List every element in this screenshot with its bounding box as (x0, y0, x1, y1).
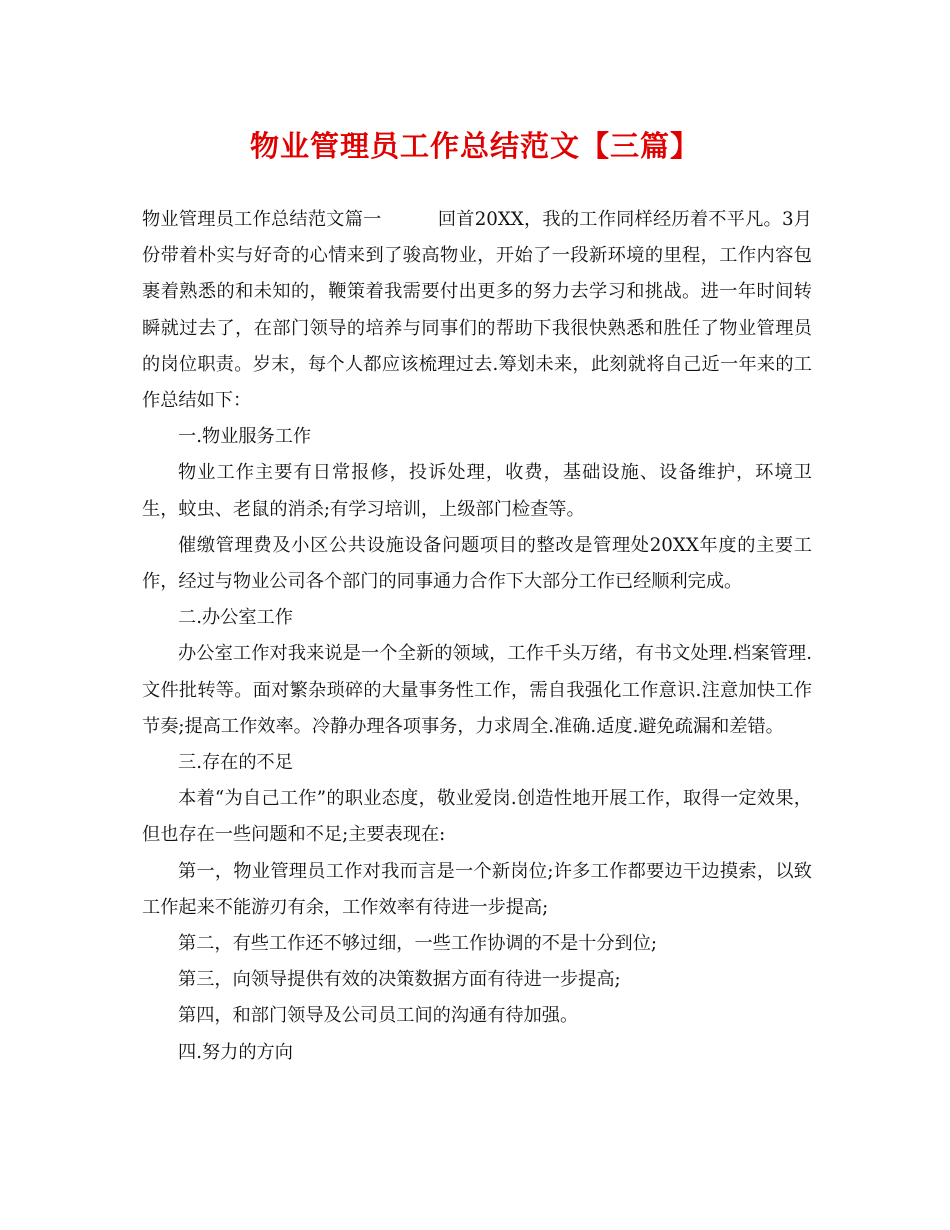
paragraph: 物业工作主要有日常报修，投诉处理，收费，基础设施、设备维护，环境卫生，蚊虫、老鼠的消杀;有学习培训，上级部门检查等。 (142, 462, 812, 520)
list-item: 第一，物业管理员工作对我而言是一个新岗位;许多工作都要边干边摸索，以致工作起来不能游刃有余，工作效率有待进一步提高; (142, 860, 812, 918)
list-item: 第三，向领导提供有效的决策数据方面有待进一步提高; (178, 969, 621, 991)
intro-text: 回首20XX，我的工作同样经历着不平凡。3月份带着朴实与好奇的心情来到了骏高物业，开始了一段新环境的里程，工作内容包裹着熟悉的和未知的，鞭策着我需要付出更多的努力去学习和挑战。进一年时间转瞬就过去了，在部门领导的培养与同事们的帮助下我很快熟悉和胜任了物业管理员的岗位职责。岁末，每个人都应该梳理过去.筹划未来，此刻就将自己近一年来的工作总结如下： (142, 209, 812, 412)
section-heading-4: 四.努力的方向 (178, 1041, 293, 1063)
list-item: 第四，和部门领导及公司员工间的沟通有待加强。 (178, 1005, 579, 1027)
intro-label: 物业管理员工作总结范文篇一 (142, 209, 382, 230)
intro-paragraph (142, 202, 812, 419)
paragraph: 催缴管理费及小区公共设施设备问题项目的整改是管理处20XX年度的主要工作，经过与物业公司各个部门的同事通力合作下大部分工作已经顺利完成。 (142, 534, 812, 593)
section-heading-2: 二.办公室工作 (178, 607, 293, 629)
document-title: 物业管理员工作总结范文【三篇】 (249, 129, 700, 163)
section-heading-1: 一.物业服务工作 (178, 426, 312, 448)
section-heading-3: 三.存在的不足 (178, 752, 293, 774)
paragraph: 办公室工作对我来说是一个全新的领域，工作千头万绪，有书文处理.档案管理.文件批转等。面对繁杂琐碎的大量事务性工作，需自我强化工作意识.注意加快工作节奏;提高工作效率。冷静办理各项事务，力求周全.准确.适度.避免疏漏和差错。 (142, 643, 812, 737)
document-body (142, 202, 812, 1071)
paragraph: 本着“为自己工作”的职业态度，敬业爱岗.创造性地开展工作，取得一定效果，但也存在一些问题和不足;主要表现在: (142, 788, 812, 846)
list-item: 第二，有些工作还不够过细，一些工作协调的不是十分到位; (178, 933, 658, 955)
